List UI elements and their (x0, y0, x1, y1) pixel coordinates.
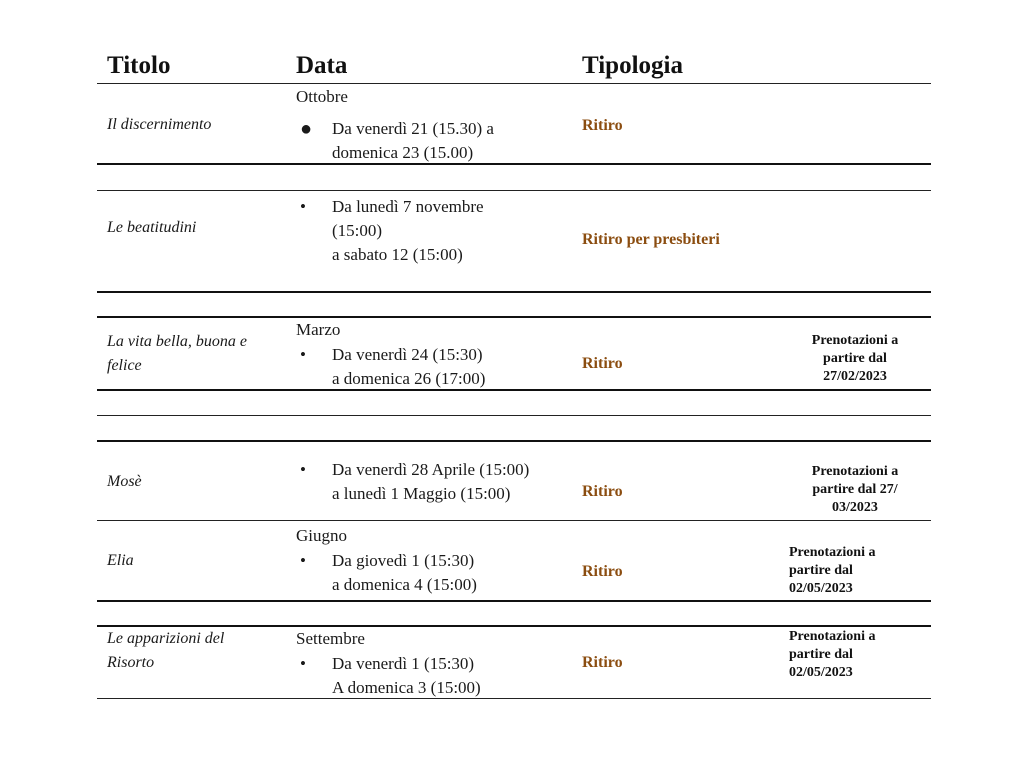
rule-row-5-bottom (97, 600, 931, 602)
row-month: Ottobre (296, 87, 348, 106)
row-title: La vita bella, buona e felice (107, 333, 247, 374)
booking-note: Prenotazioni a partire dal 02/05/2023 (789, 629, 876, 680)
rule-row-4-top (97, 440, 931, 442)
row-type: Ritiro (582, 117, 623, 134)
row-month: Settembre (296, 629, 365, 648)
row-type: Ritiro (582, 483, 623, 500)
booking-note: Prenotazioni a partire dal 27/02/2023 (811, 333, 899, 384)
rule-row-3-bottom (97, 389, 931, 391)
booking-note: Prenotazioni a partire dal 02/05/2023 (789, 545, 876, 596)
rule-row-2-bottom (97, 291, 931, 293)
date-list-item: • Da giovedì 1 (15:30) a domenica 4 (15:00) (300, 549, 477, 597)
rule-row-2-top (97, 190, 931, 191)
rule-spacer (97, 415, 931, 416)
rule-row-6-bottom (97, 698, 931, 699)
booking-note: Prenotazioni a partire dal 27/ 03/2023 (811, 464, 899, 515)
bullet-icon: • (300, 345, 306, 364)
bullet-icon: • (300, 460, 306, 479)
bullet-icon: • (300, 197, 306, 216)
row-type: Ritiro per presbiteri (582, 231, 720, 248)
row-title: Il discernimento (107, 116, 212, 133)
row-title: Elia (107, 552, 134, 569)
row-month: Giugno (296, 526, 347, 545)
bullet-icon: ● (300, 118, 313, 140)
date-list-item: • Da venerdì 28 Aprile (15:00) a lunedì 1 Maggio (15:00) (300, 458, 529, 506)
row-title: Le apparizioni del Risorto (107, 630, 225, 671)
bullet-icon: • (300, 551, 306, 570)
header-type: Tipologia (582, 52, 683, 79)
date-list-item: • Da venerdì 1 (15:30) A domenica 3 (15:00) (300, 652, 481, 700)
row-title: Le beatitudini (107, 219, 197, 236)
header-title: Titolo (107, 52, 171, 79)
row-type: Ritiro (582, 563, 623, 580)
rule-row-3-top (97, 316, 931, 318)
date-list-item: ● Da venerdì 21 (15.30) a domenica 23 (15.00) (300, 117, 494, 165)
rule-header (97, 83, 931, 84)
date-list-item: • Da venerdì 24 (15:30) a domenica 26 (17:00) (300, 343, 485, 391)
row-title: Mosè (107, 473, 142, 490)
row-type: Ritiro (582, 355, 623, 372)
bullet-icon: • (300, 654, 306, 673)
row-month: Marzo (296, 320, 341, 339)
date-list-item: • Da lunedì 7 novembre (15:00) a sabato 12 (15:00) (300, 195, 484, 267)
row-type: Ritiro (582, 654, 623, 671)
rule-row-4-bottom (97, 520, 931, 521)
rule-row-1-bottom (97, 163, 931, 165)
header-date: Data (296, 52, 348, 79)
